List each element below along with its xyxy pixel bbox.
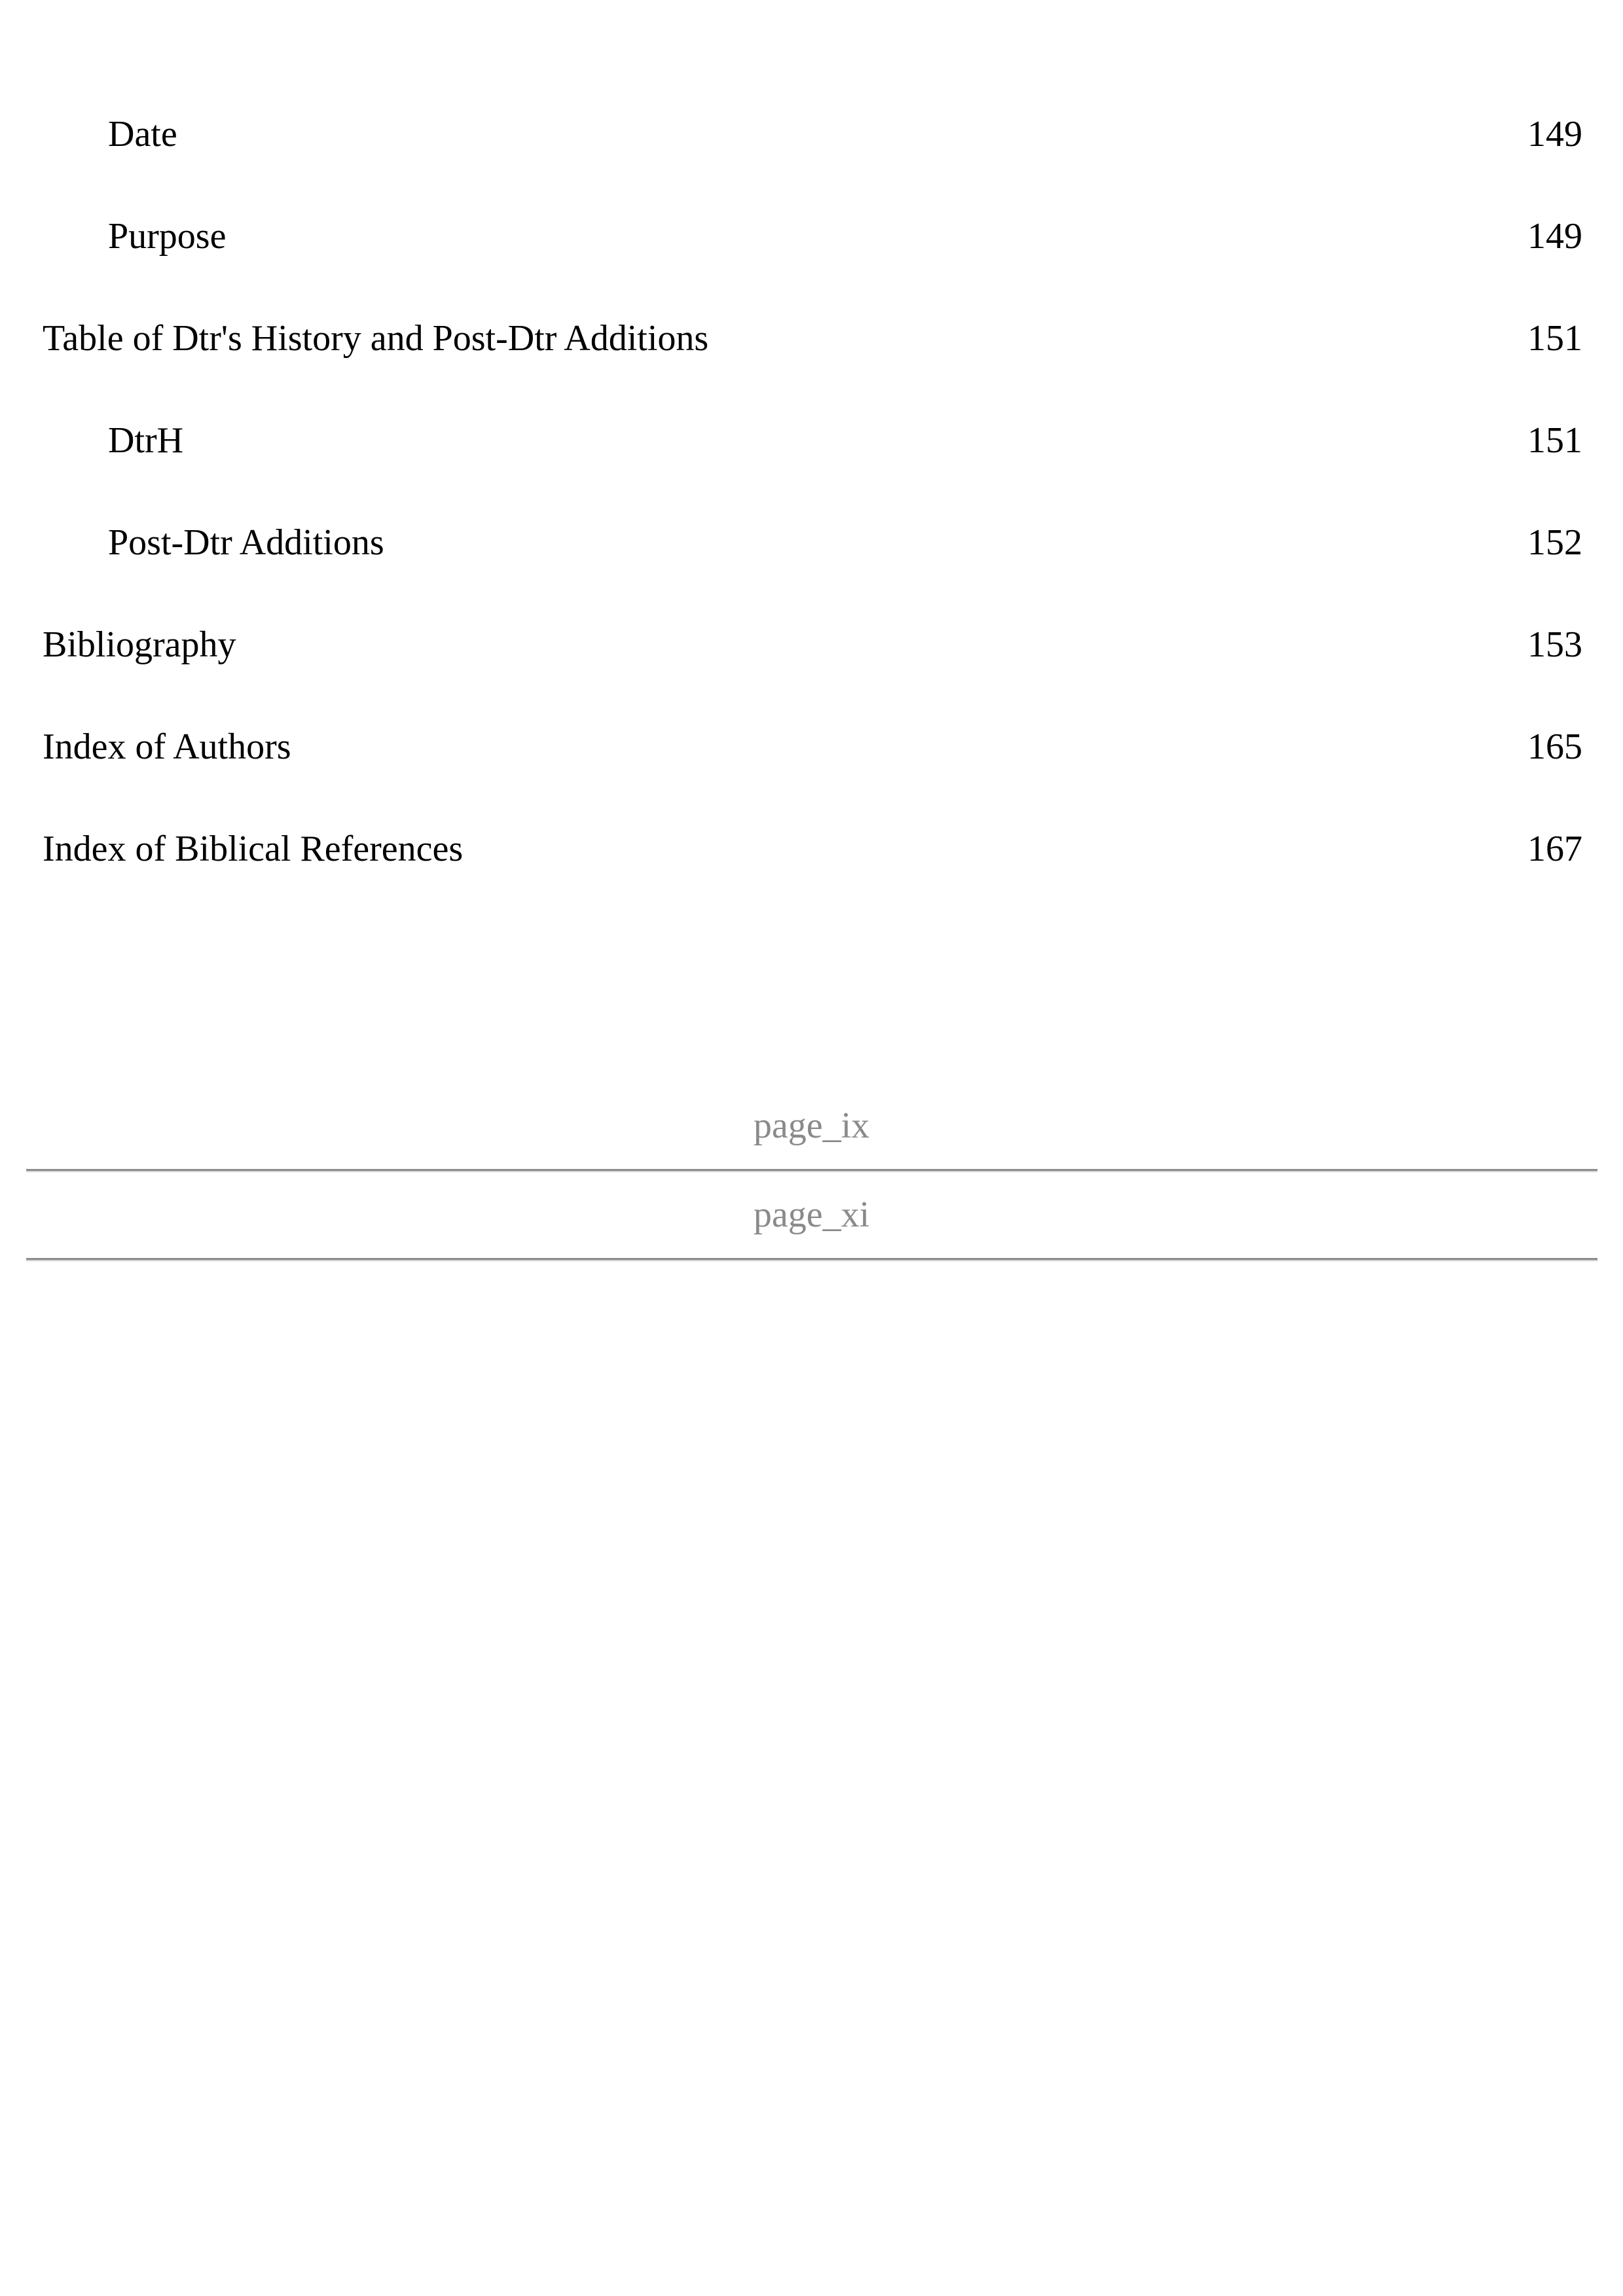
toc-entry-page-number: 153 xyxy=(1527,624,1582,665)
page-divider xyxy=(26,1258,1597,1261)
toc-entry-page-number: 152 xyxy=(1527,522,1582,563)
toc-entry-label: Date xyxy=(108,114,177,154)
toc-entry-label: Post-Dtr Additions xyxy=(108,522,384,563)
toc-entry-label: Index of Biblical References xyxy=(43,829,464,869)
toc-entry-label: Index of Authors xyxy=(43,726,291,767)
toc-entry-date[interactable] xyxy=(0,105,1623,164)
toc-entry-purpose[interactable] xyxy=(0,207,1623,266)
toc-entry-page-number: 167 xyxy=(1527,829,1582,869)
page-marker-ix: page_ix xyxy=(753,1105,870,1146)
toc-entry-label: Purpose xyxy=(108,216,227,257)
toc-entry-page-number: 151 xyxy=(1527,420,1582,461)
toc-entry-label: Table of Dtr's History and Post-Dtr Additions xyxy=(43,318,709,359)
toc-entry-index-of-biblical-references[interactable] xyxy=(0,819,1623,878)
toc-entry-dtrh[interactable] xyxy=(0,411,1623,470)
toc-entry-label: Bibliography xyxy=(43,624,236,665)
page-divider xyxy=(26,1169,1597,1172)
toc-entry-post-dtr-additions[interactable] xyxy=(0,513,1623,572)
toc-entry-page-number: 149 xyxy=(1527,216,1582,257)
toc-entry-page-number: 149 xyxy=(1527,114,1582,154)
toc-entry-page-number: 151 xyxy=(1527,318,1582,359)
toc-entry-bibliography[interactable] xyxy=(0,615,1623,674)
toc-entry-label: DtrH xyxy=(108,420,184,461)
toc-entry-page-number: 165 xyxy=(1527,726,1582,767)
page-marker-xi: page_xi xyxy=(753,1194,870,1235)
toc-entry-table-of-dtr-history[interactable] xyxy=(0,309,1623,368)
toc-entry-index-of-authors[interactable] xyxy=(0,717,1623,776)
